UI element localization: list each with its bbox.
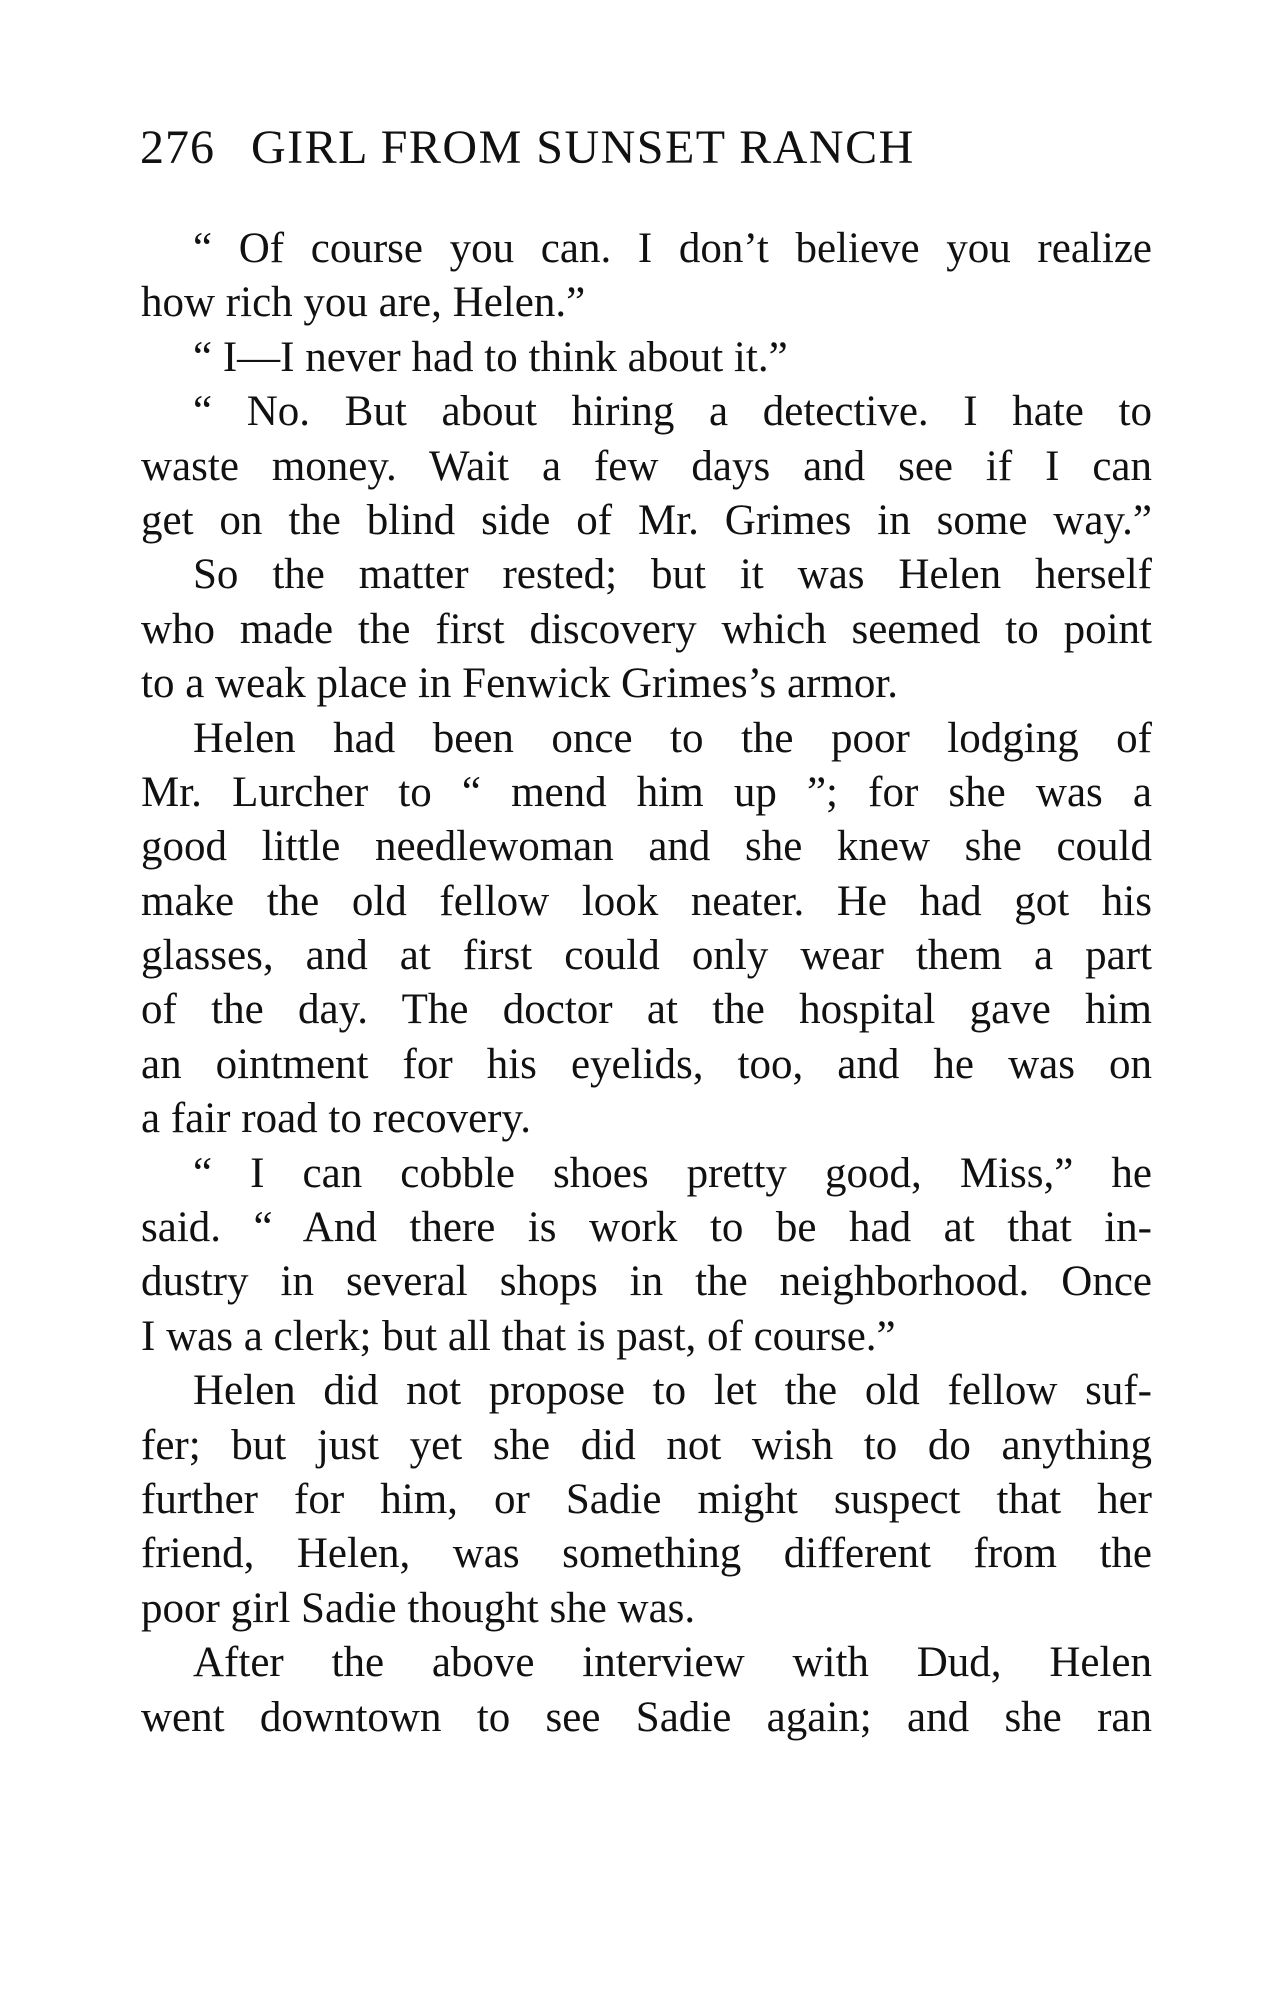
text-line: “ Of course you can. I don’t believe you realize xyxy=(193,225,1152,272)
text-line: of the day. The doctor at the hospital gave him xyxy=(141,986,1152,1034)
text-line: dustry in several shops in the neighborhood. Once xyxy=(141,1258,1152,1306)
page-header xyxy=(140,118,1040,178)
text-line: poor girl Sadie thought she was. xyxy=(141,1584,696,1632)
text-line: an ointment for his eyelids, too, and he was on xyxy=(141,1040,1152,1088)
text-line: Helen did not propose to let the old fellow suf- xyxy=(193,1367,1152,1415)
text-line: Helen had been once to the poor lodging of xyxy=(193,714,1152,762)
text-line: I was a clerk; but all that is past, of course.” xyxy=(141,1312,896,1360)
text-line: glasses, and at first could only wear them a part xyxy=(141,932,1152,980)
text-line: further for him, or Sadie might suspect that her xyxy=(141,1475,1152,1523)
text-line: good little needlewoman and she knew she could xyxy=(141,823,1152,871)
text-line: friend, Helen, was something different from the xyxy=(141,1530,1152,1578)
text-line: make the old fellow look neater. He had got his xyxy=(141,877,1152,925)
text-line: went downtown to see Sadie again; and she ran xyxy=(141,1693,1152,1741)
text-line: a fair road to recovery. xyxy=(141,1095,531,1143)
text-line: how rich you are, Helen.” xyxy=(141,279,586,327)
text-line: So the matter rested; but it was Helen herself xyxy=(193,551,1152,599)
text-line: who made the first discovery which seemed to point xyxy=(141,605,1152,653)
text-line: to a weak place in Fenwick Grimes’s armor. xyxy=(141,660,899,708)
text-line: After the above interview with Dud, Helen xyxy=(193,1639,1152,1687)
text-line: Mr. Lurcher to “ mend him up ”; for she was a xyxy=(141,768,1152,816)
text-line: fer; but just yet she did not wish to do anything xyxy=(141,1421,1152,1469)
text-line: “ No. But about hiring a detective. I hate to xyxy=(193,388,1152,436)
text-line: said. “ And there is work to be had at that in- xyxy=(141,1204,1152,1252)
body-text xyxy=(141,222,1152,1745)
text-line: waste money. Wait a few days and see if I can xyxy=(141,442,1152,490)
page-number: 276 xyxy=(140,121,215,174)
text-line: get on the blind side of Mr. Grimes in some way.” xyxy=(141,496,1152,544)
running-title: GIRL FROM SUNSET RANCH xyxy=(251,121,915,174)
text-line: “ I can cobble shoes pretty good, Miss,” he xyxy=(193,1149,1152,1197)
text-line: “ I—I never had to think about it.” xyxy=(193,333,788,381)
